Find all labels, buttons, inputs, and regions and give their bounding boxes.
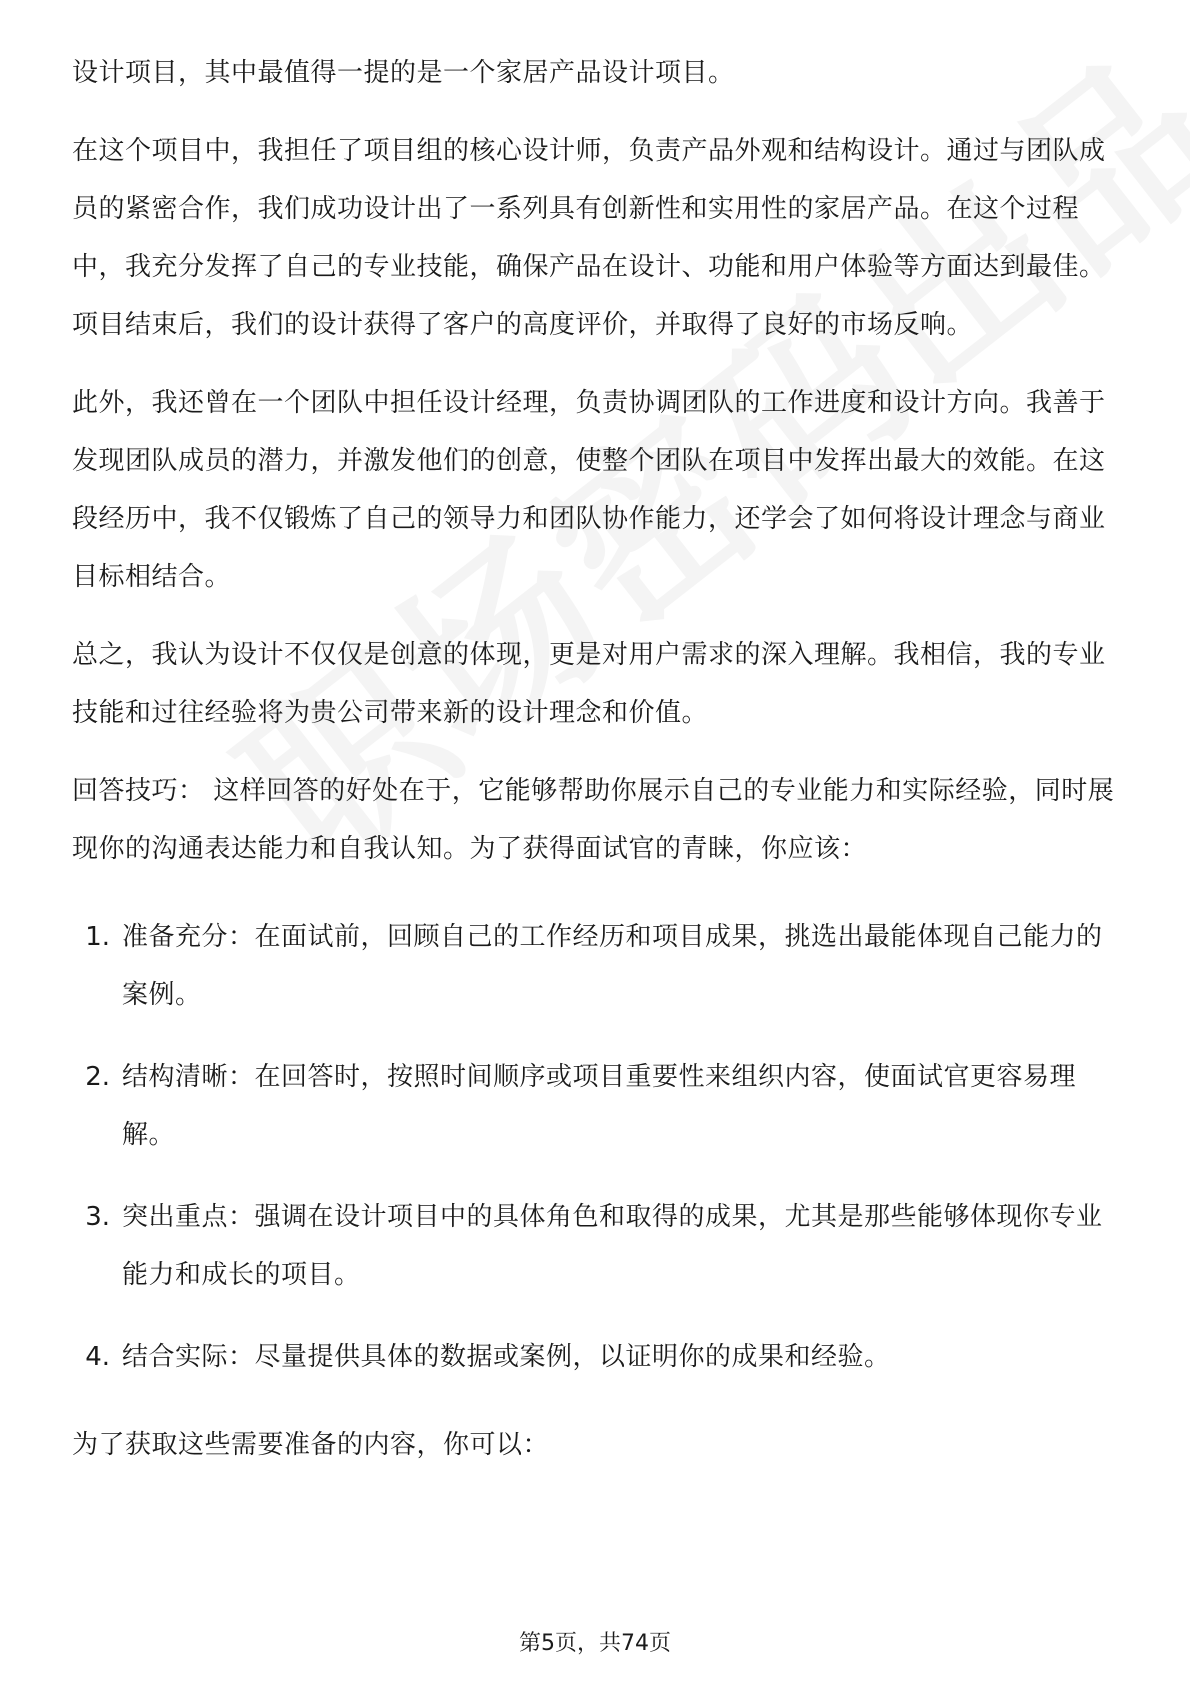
paragraph-manager: 此外，我还曾在一个团队中担任设计经理，负责协调团队的工作进度和设计方向。我善于发现团队成员的潜力，并激发他们的创意，使整个团队在项目中发挥出最大的效能。在这段经历中，我不仅锻炼了自己的领导力和团队协作能力，还学会了如何将设计理念与商业目标相结合。	[72, 388, 1106, 592]
paragraph-project: 在这个项目中，我担任了项目组的核心设计师，负责产品外观和结构设计。通过与团队成员的紧密合作，我们成功设计出了一系列具有创新性和实用性的家居产品。在这个过程中，我充分发挥了自己的专业技能，确保产品在设计、功能和用户体验等方面达到最佳。项目结束后，我们的设计获得了客户的高度评价，并取得了良好的市场反响。	[72, 136, 1106, 340]
list-item	[72, 908, 1122, 1024]
list-item-number: 3.	[85, 1202, 110, 1232]
paragraph-summary: 总之，我认为设计不仅仅是创意的体现，更是对用户需求的深入理解。我相信，我的专业技能和过往经验将为贵公司带来新的设计理念和价值。	[72, 640, 1106, 728]
paragraph-closing: 为了获取这些需要准备的内容，你可以：	[72, 1430, 550, 1460]
page-footer: 第5页，共74页	[519, 1631, 671, 1656]
paragraph-tips-intro: 回答技巧： 这样回答的好处在于，它能够帮助你展示自己的专业能力和实际经验，同时展现你的沟通表达能力和自我认知。为了获得面试官的青睐，你应该：	[72, 776, 1115, 864]
list-item-number: 1.	[85, 922, 110, 952]
list-item	[72, 1328, 1122, 1386]
list-item-number: 2.	[85, 1062, 110, 1092]
list-item	[72, 1188, 1122, 1304]
list-item-text: 准备充分：在面试前，回顾自己的工作经历和项目成果，挑选出最能体现自己能力的案例。	[122, 922, 1103, 1010]
list-item-text: 结构清晰：在回答时，按照时间顺序或项目重要性来组织内容，使面试官更容易理解。	[122, 1062, 1077, 1150]
list-item-text: 突出重点：强调在设计项目中的具体角色和取得的成果，尤其是那些能够体现你专业能力和成长的项目。	[122, 1202, 1103, 1290]
tips-list	[72, 908, 1122, 1386]
list-item-number: 4.	[85, 1342, 110, 1372]
list-item-text: 结合实际：尽量提供具体的数据或案例，以证明你的成果和经验。	[122, 1342, 891, 1372]
paragraph-intro: 设计项目，其中最值得一提的是一个家居产品设计项目。	[72, 58, 735, 88]
list-item	[72, 1048, 1122, 1164]
document-page	[72, 44, 1122, 1474]
